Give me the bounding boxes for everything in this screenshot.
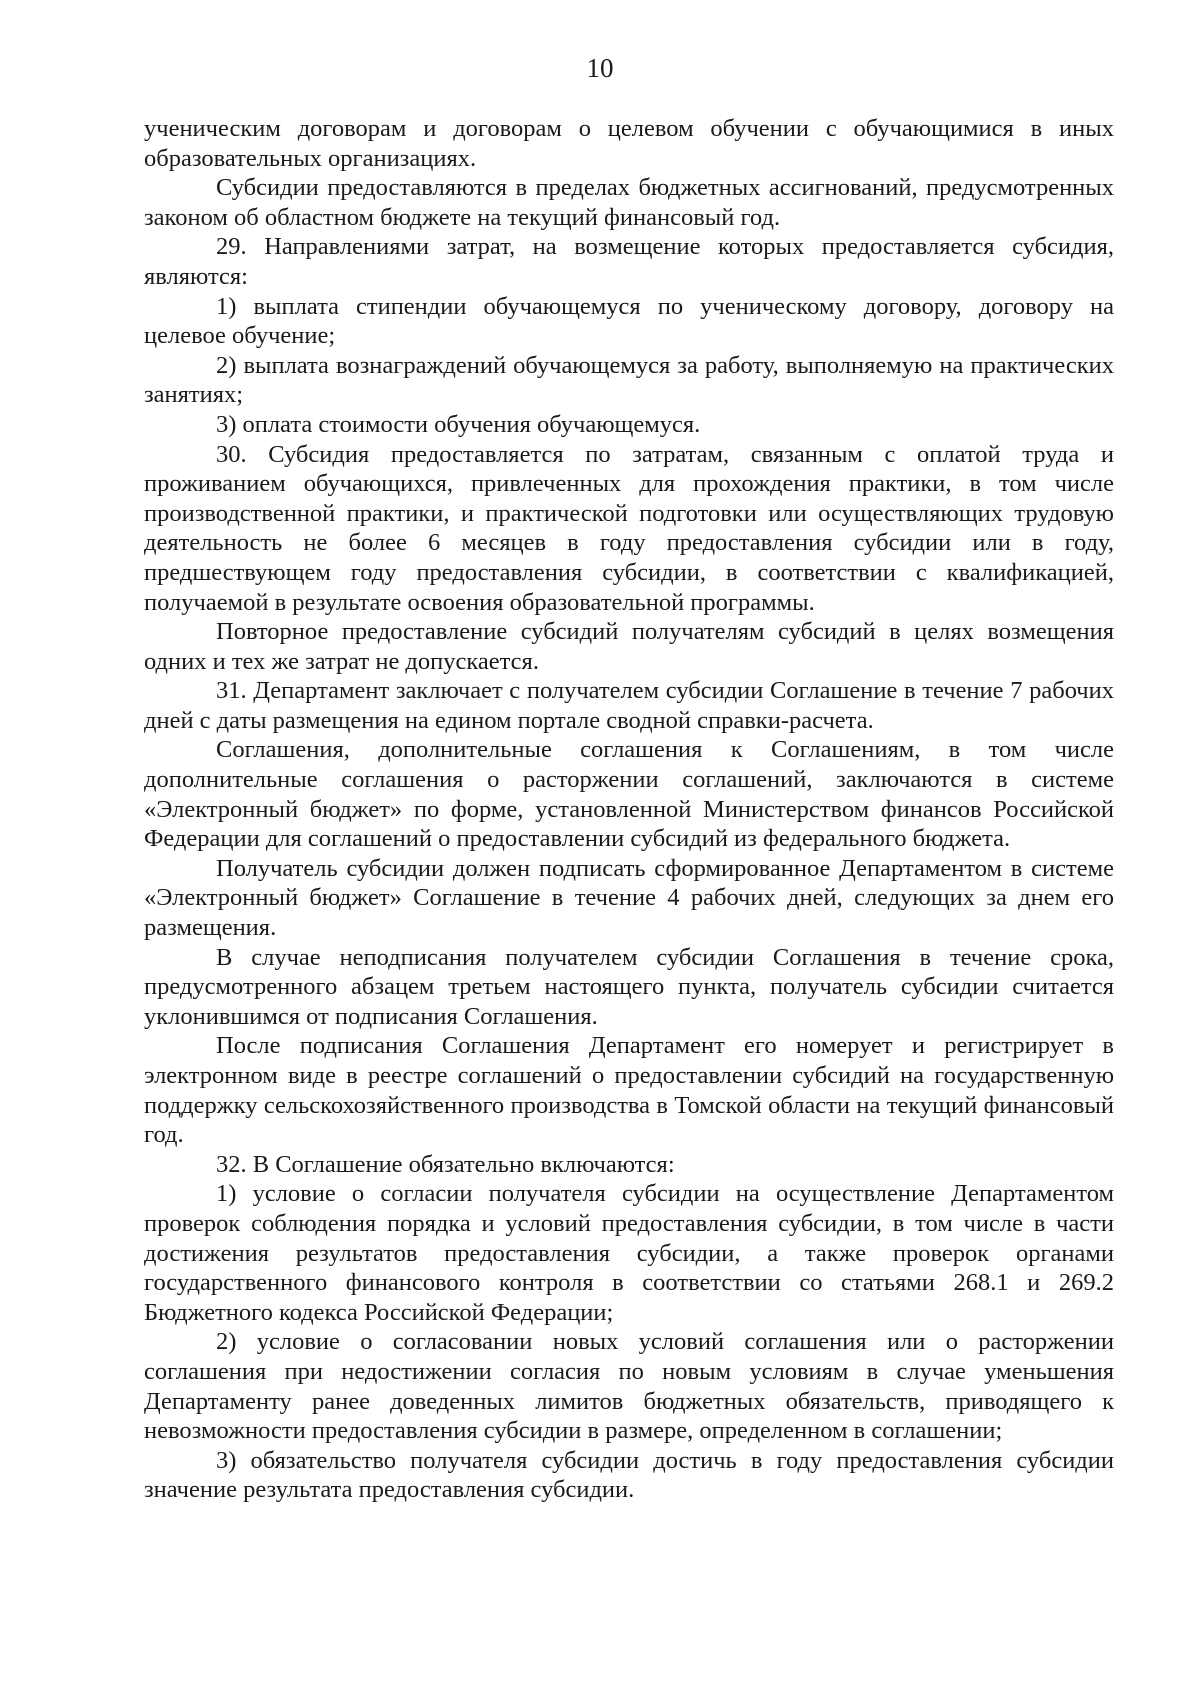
paragraph-31-registry: После подписания Соглашения Департамент его номерует и регистрирует в электронном виде в реестре соглашений о предоставлении субсидий на государственную поддержку сельскохозяйственного производства в Томской области на текущий финансовый год. bbox=[144, 1032, 1114, 1149]
page-number: 10 bbox=[586, 53, 614, 83]
paragraph-32: 32. В Соглашение обязательно включаются: bbox=[216, 1150, 675, 1178]
list-item-29-1: 1) выплата стипендии обучающемуся по ученическому договору, договору на целевое обучение; bbox=[144, 292, 1114, 350]
paragraph-31-evasion: В случае неподписания получателем субсидии Соглашения в течение срока, предусмотренного абзацем третьем настоящего пункта, получатель субсидии считается уклонившимся от подписания Соглашения. bbox=[144, 943, 1114, 1030]
paragraph-30: 30. Субсидия предоставляется по затратам, связанным с оплатой труда и проживанием обучающихся, привлеченных для прохождения практики, в том числе производственной практики, и практической подготовки или осуществляющих трудовую деятельность не более 6 месяцев в году предоставления субсидии или в году, предшествующем году предоставления субсидии, в соответствии с квалификацией, получаемой в результате освоения образовательной программы. bbox=[144, 440, 1114, 616]
document-body bbox=[144, 114, 1114, 1505]
list-item-32-3: 3) обязательство получателя субсидии достичь в году предоставления субсидии значение результата предоставления субсидии. bbox=[144, 1446, 1114, 1504]
paragraph-31: 31. Департамент заключает с получателем субсидии Соглашение в течение 7 рабочих дней с даты размещения на едином портале сводной справки-расчета. bbox=[144, 677, 1114, 734]
paragraph-31-agreements: Соглашения, дополнительные соглашения к Соглашениям, в том числе дополнительные соглашения о расторжении соглашений, заключаются в системе «Электронный бюджет» по форме, установленной Министерством финансов Российской Федерации для соглашений о предоставлении субсидий из федерального бюджета. bbox=[144, 736, 1114, 853]
list-item-32-1: 1) условие о согласии получателя субсидии на осуществление Департаментом проверок соблюдения порядка и условий предоставления субсидии, в том числе в части достижения результатов предоставления субсидии, а также проверок органами государственного финансового контроля в соответствии со статьями 268.1 и 269.2 Бюджетного кодекса Российской Федерации; bbox=[144, 1180, 1114, 1326]
paragraph-30-repeat: Повторное предоставление субсидий получателям субсидий в целях возмещения одних и тех же затрат не допускается. bbox=[144, 618, 1114, 675]
list-item-32-2: 2) условие о согласовании новых условий соглашения или о расторжении соглашения при недостижении согласия по новым условиям в случае уменьшения Департаменту ранее доведенных лимитов бюджетных обязательств, приводящего к невозможности предоставления субсидии в размере, определенном в соглашении; bbox=[144, 1328, 1114, 1445]
paragraph-29: 29. Направлениями затрат, на возмещение которых предоставляется субсидия, являются: bbox=[144, 233, 1114, 290]
list-item-29-3: 3) оплата стоимости обучения обучающемуся. bbox=[216, 410, 701, 438]
paragraph-continuation: ученическим договорам и договорам о целевом обучении с обучающимися в иных образовательных организациях. bbox=[144, 115, 1114, 172]
paragraph-subsidy-limits: Субсидии предоставляются в пределах бюджетных ассигнований, предусмотренных законом об областном бюджете на текущий финансовый год. bbox=[144, 174, 1114, 231]
paragraph-31-signing: Получатель субсидии должен подписать сформированное Департаментом в системе «Электронный бюджет» Соглашение в течение 4 рабочих дней, следующих за днем его размещения. bbox=[144, 854, 1114, 942]
list-item-29-2: 2) выплата вознаграждений обучающемуся за работу, выполняемую на практических занятиях; bbox=[144, 351, 1114, 409]
